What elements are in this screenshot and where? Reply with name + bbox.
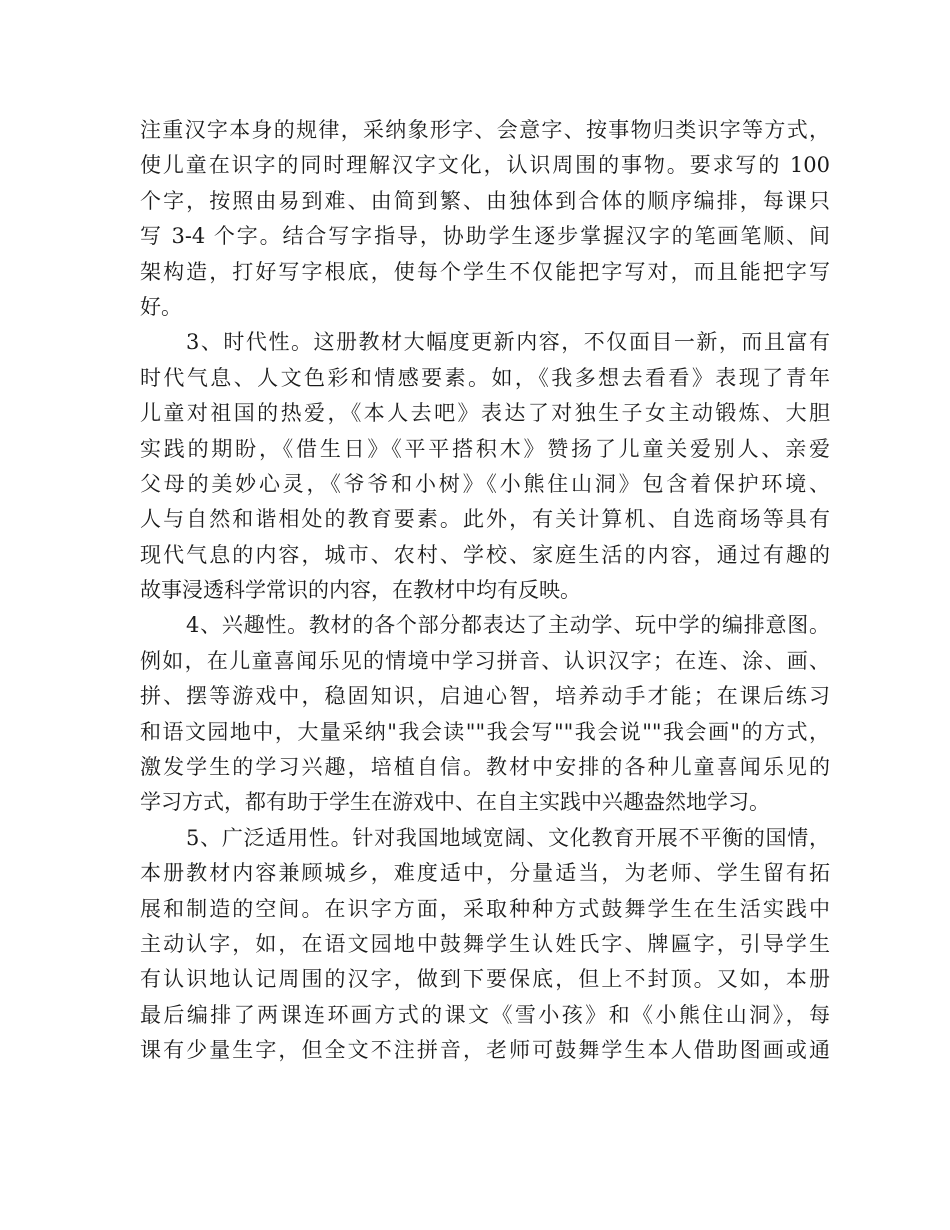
- text-line: 父母的美妙心灵，《爷爷和小树》《小熊住山洞》包含着保护环境、: [140, 471, 830, 496]
- paragraph-start-line: 5、广泛适用性。针对我国地域宽阔、文化教育开展不平衡的国情，: [186, 825, 830, 850]
- text-line: 有认识地认记周围的汉字，做到下要保底，但上不封顶。又如，本册: [140, 967, 830, 992]
- text-line: 注重汉字本身的规律，采纳象形字、会意字、按事物归类识字等方式，: [140, 118, 830, 142]
- text-line: 和语文园地中，大量采纳"我会读""我会写""我会说""我会画"的方式，: [140, 719, 830, 744]
- text-line: 儿童对祖国的热爱，《本人去吧》表达了对独生子女主动锻炼、大胆: [140, 401, 830, 426]
- text-line: 最后编排了两课连环画方式的课文《雪小孩》和《小熊住山洞》，每: [140, 1002, 830, 1027]
- text-line: 个字，按照由易到难、由简到繁、由独体到合体的顺序编排，每课只: [140, 188, 830, 213]
- paragraph-start-line: 3、时代性。这册教材大幅度更新内容，不仅面目一新，而且富有: [186, 330, 830, 355]
- text-line: 例如，在儿童喜闻乐见的情境中学习拼音、认识汉字；在连、涂、画、: [140, 648, 830, 673]
- text-line: 使儿童在识字的同时理解汉字文化，认识周围的事物。要求写的 100: [140, 153, 830, 178]
- text-line: 激发学生的学习兴趣，培植自信。教材中安排的各种儿童喜闻乐见的: [140, 755, 830, 780]
- text-line: 现代气息的内容，城市、农村、学校、家庭生活的内容，通过有趣的: [140, 542, 830, 567]
- text-line: 好。: [140, 294, 182, 319]
- body-text: [140, 113, 830, 1069]
- text-line: 实践的期盼，《借生日》《平平搭积木》赞扬了儿童关爱别人、亲爱: [140, 436, 830, 461]
- text-line: 主动认字，如，在语文园地中鼓舞学生认姓氏字、牌匾字，引导学生: [140, 931, 830, 956]
- text-line: 本册教材内容兼顾城乡，难度适中，分量适当，为老师、学生留有拓: [140, 861, 830, 886]
- text-line: 课有少量生字，但全文不注拼音，老师可鼓舞学生本人借助图画或通: [140, 1038, 830, 1063]
- text-line: 人与自然和谐相处的教育要素。此外，有关计算机、自选商场等具有: [140, 507, 830, 532]
- text-line: 学习方式，都有助于学生在游戏中、在自主实践中兴趣盎然地学习。: [140, 790, 770, 815]
- text-line: 拼、摆等游戏中，稳固知识，启迪心智，培养动手才能；在课后练习: [140, 684, 830, 709]
- text-line: 架构造，打好写字根底，使每个学生不仅能把字写对，而且能把字写: [140, 259, 830, 284]
- text-line: 故事浸透科学常识的内容，在教材中均有反映。: [140, 578, 581, 603]
- text-line: 展和制造的空间。在识字方面，采取种种方式鼓舞学生在生活实践中: [140, 896, 830, 921]
- paragraph-start-line: 4、兴趣性。教材的各个部分都表达了主动学、玩中学的编排意图。: [186, 613, 830, 638]
- text-line: 写 3-4 个字。结合写字指导，协助学生逐步掌握汉字的笔画笔顺、间: [140, 224, 830, 249]
- text-line: 时代气息、人文色彩和情感要素。如，《我多想去看看》表现了青年: [140, 365, 830, 390]
